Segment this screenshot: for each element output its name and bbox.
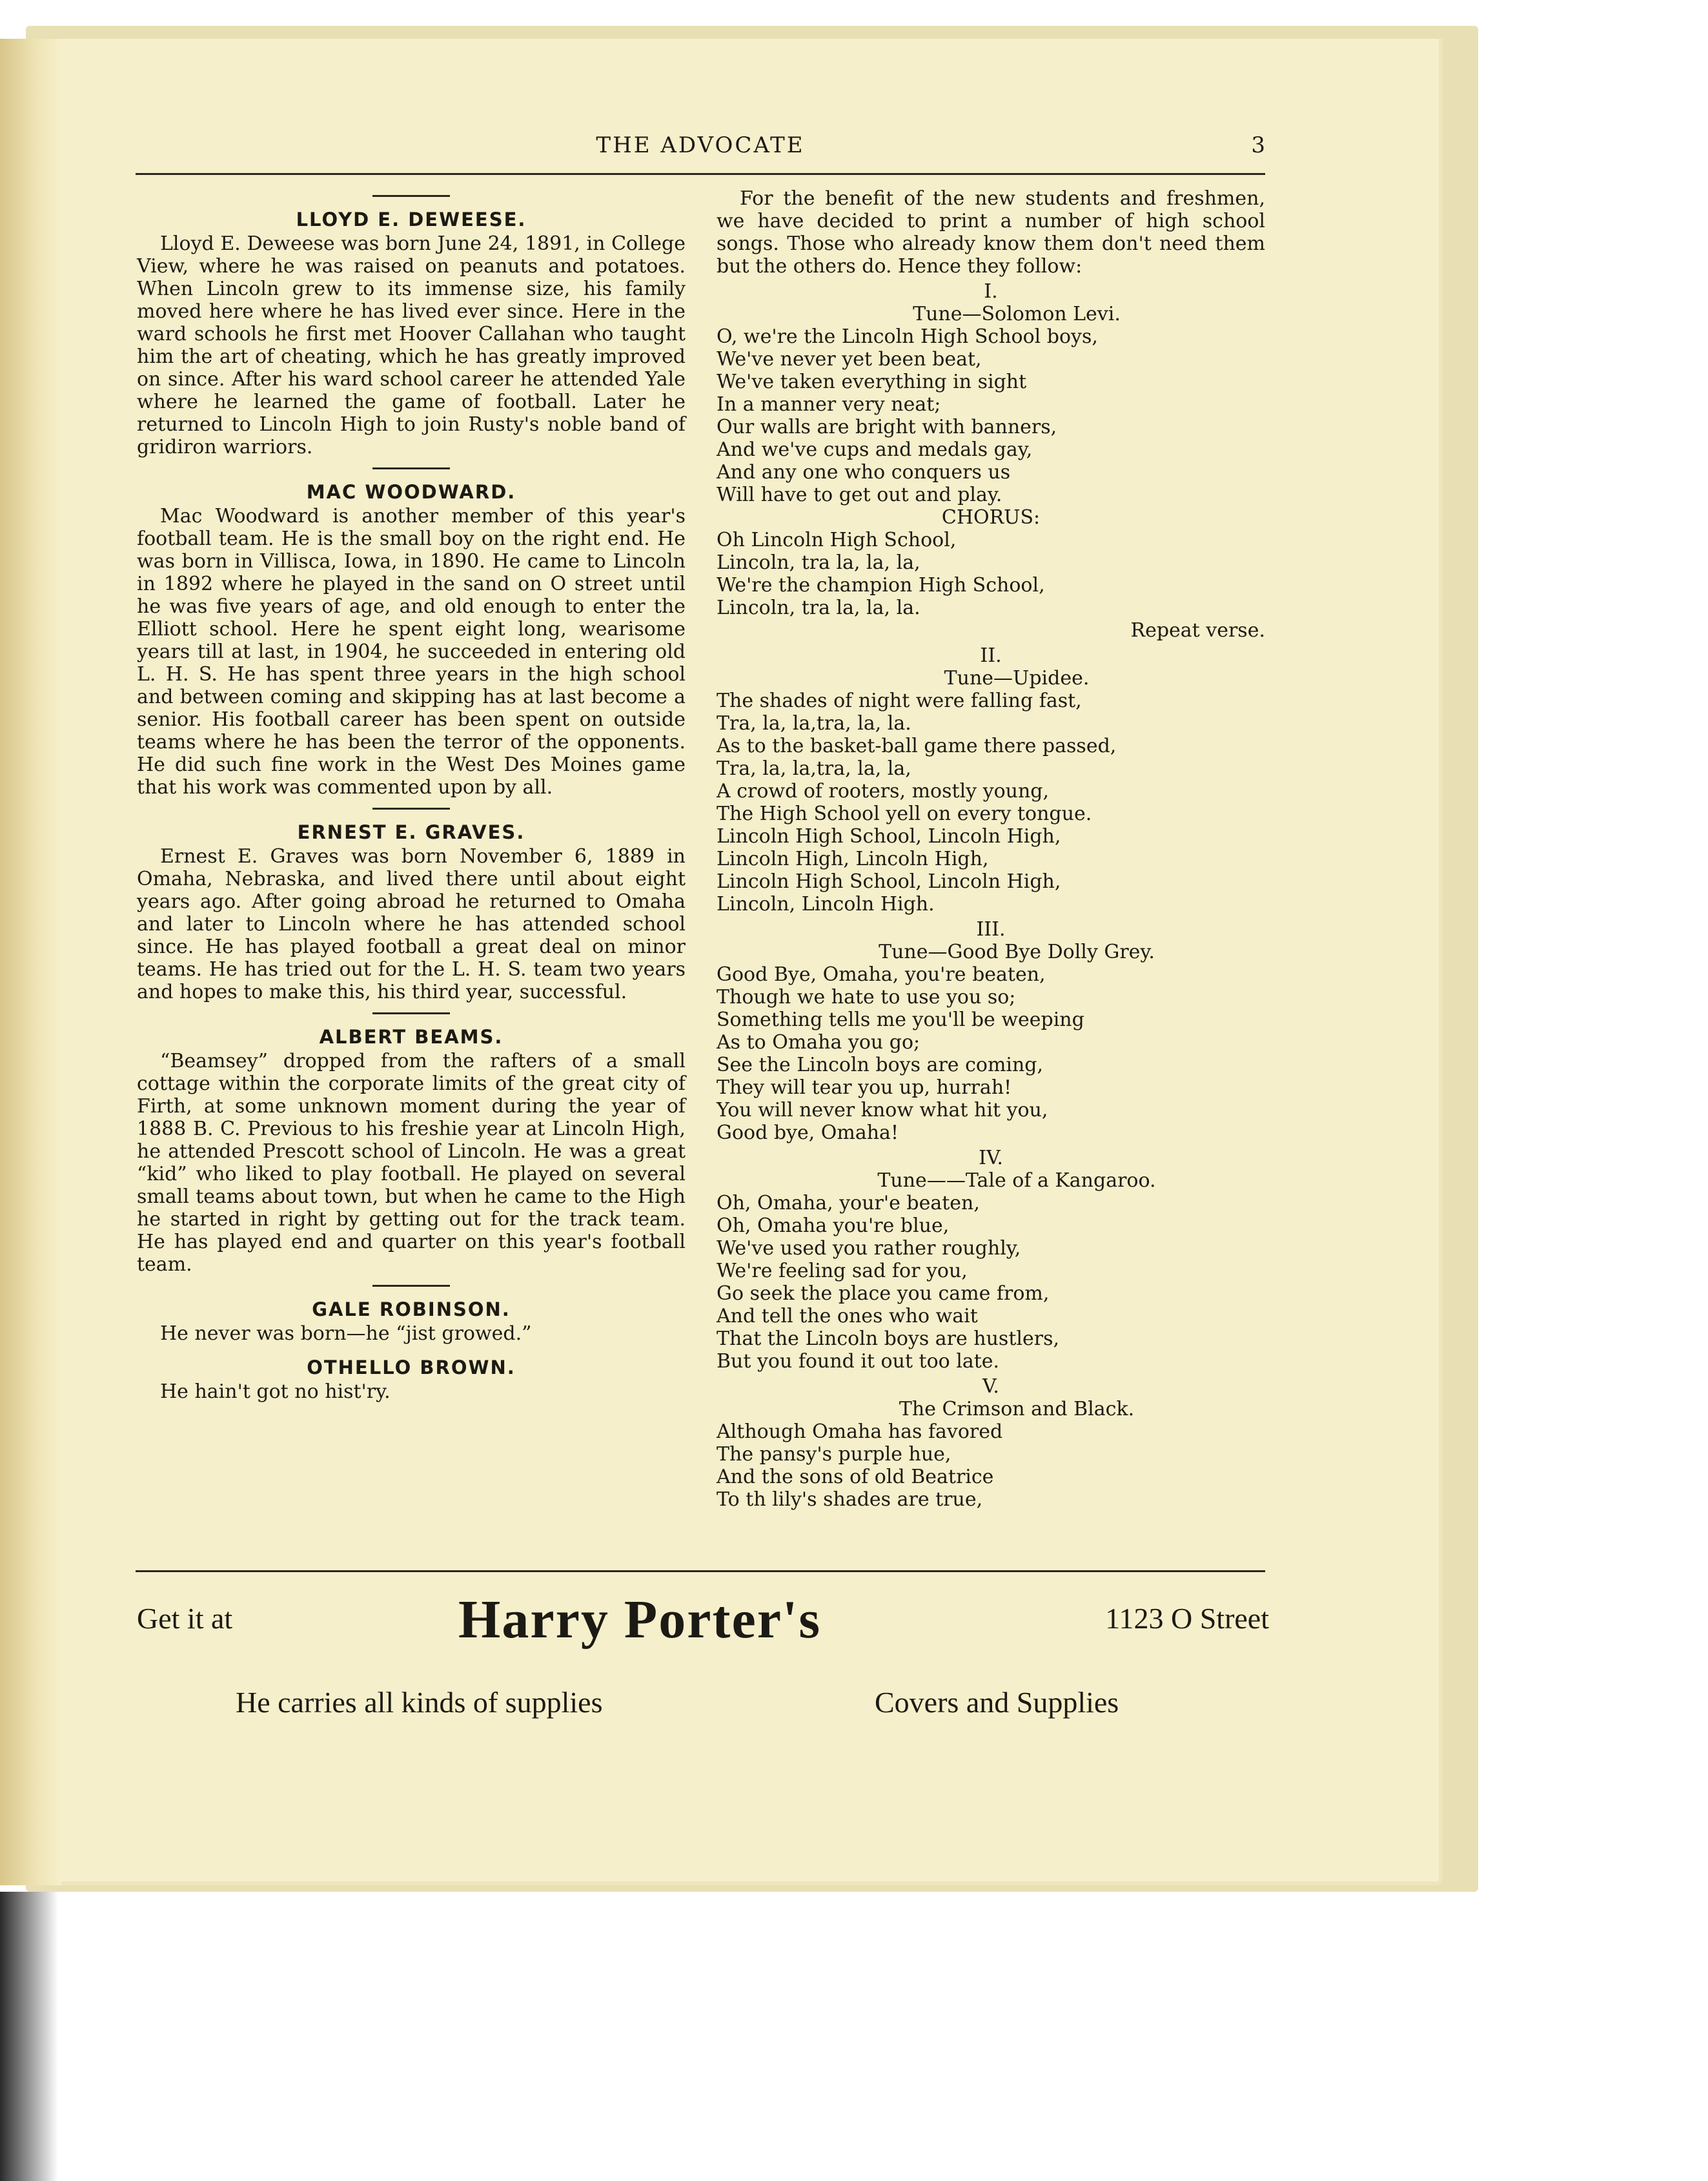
bio-text: Ernest E. Graves was born November 6, 1889 in Omaha, Nebraska, and lived there until about eight years ago. After going abroad he returned to Omaha and later to Lincoln where he has attended school since. He has played football a great deal on minor teams. He has tried out for the L. H. S. team two years and hopes to make this, his third year, successful. — [137, 845, 686, 1003]
song-line: And tell the ones who wait — [717, 1305, 978, 1327]
song-line: The shades of night were falling fast, — [717, 690, 1082, 712]
song-1 — [717, 280, 1265, 642]
song-line: That the Lincoln boys are hustlers, — [717, 1327, 1060, 1350]
running-head — [136, 132, 1265, 171]
bio-heading: MAC WOODWARD. — [306, 481, 516, 503]
song-line: Tra, la, la,tra, la, la, — [717, 757, 911, 780]
section-rule — [372, 808, 450, 810]
song-tune: Tune—Solomon Levi. — [913, 303, 1121, 325]
song-line: Lincoln, Lincoln High. — [717, 893, 935, 916]
bio-ernest-graves — [137, 808, 686, 1003]
song-line: To th lily's shades are true, — [717, 1488, 983, 1511]
song-tune: Tune—Good Bye Dolly Grey. — [879, 941, 1155, 963]
song-4 — [717, 1147, 1265, 1373]
chorus-line: Lincoln, tra la, la, la, — [717, 551, 920, 574]
song-line: Our walls are bright with banners, — [717, 416, 1057, 438]
song-number: I. — [984, 280, 998, 303]
bio-heading: GALE ROBINSON. — [312, 1298, 511, 1320]
advertisement — [136, 1588, 1272, 1730]
songs-intro: For the benefit of the new students and freshmen, we have decided to print a number of high school songs. Those who already know them don't need them but the others do. Hence they follow: — [717, 187, 1265, 278]
repeat-verse: Repeat verse. — [1130, 619, 1265, 642]
song-line: Lincoln High School, Lincoln High, — [717, 870, 1061, 893]
song-line: We've used you rather roughly, — [717, 1237, 1021, 1260]
song-line: But you found it out too late. — [717, 1350, 1000, 1373]
song-line: We're feeling sad for you, — [717, 1260, 968, 1282]
bio-heading: ERNEST E. GRAVES. — [297, 821, 525, 843]
song-line: The High School yell on every tongue. — [717, 803, 1092, 825]
song-number: V. — [982, 1375, 999, 1398]
chorus-line: Oh Lincoln High School, — [717, 529, 957, 551]
song-3 — [717, 918, 1265, 1144]
left-column — [137, 187, 686, 1412]
section-rule — [372, 195, 450, 197]
song-line: Will have to get out and play. — [717, 484, 1002, 506]
bio-gale-robinson — [137, 1285, 686, 1345]
right-column — [717, 187, 1265, 1511]
bio-heading: ALBERT BEAMS. — [319, 1026, 503, 1048]
ad-tagline: Get it at — [137, 1602, 233, 1635]
bio-text: He hain't got no hist'ry. — [160, 1380, 391, 1403]
song-line: Something tells me you'll be weeping — [717, 1009, 1084, 1031]
song-line: Oh, Omaha you're blue, — [717, 1214, 950, 1237]
song-line: The pansy's purple hue, — [717, 1443, 951, 1466]
song-tune: The Crimson and Black. — [899, 1398, 1135, 1420]
song-tune: Tune——Tale of a Kangaroo. — [877, 1169, 1156, 1192]
song-number: IV. — [979, 1147, 1003, 1169]
song-tune: Tune—Upidee. — [944, 667, 1090, 690]
binding-shadow — [0, 1892, 58, 2181]
ad-subline-left: He carries all kinds of supplies — [236, 1686, 603, 1719]
song-line: See the Lincoln boys are coming, — [717, 1054, 1044, 1076]
song-line: Good bye, Omaha! — [717, 1121, 899, 1144]
bio-text: Lloyd E. Deweese was born June 24, 1891, in College View, where he was raised on peanuts and potatoes. When Lincoln grew to its immense size, his family moved here where he has lived ever since. Here in the ward schools he first met Hoover Callahan who taught him the art of cheating, which he has greatly improved on since. After his ward school career he attended Yale where he learned the game of football. Later he returned to Lincoln High to join Rusty's noble band of gridiron warriors. — [137, 232, 686, 458]
song-line: As to the basket-ball game there passed, — [717, 735, 1117, 757]
bio-heading: OTHELLO BROWN. — [307, 1357, 516, 1378]
section-rule — [372, 1285, 450, 1287]
song-line: And any one who conquers us — [717, 461, 1011, 484]
song-line: Although Omaha has favored — [717, 1420, 1003, 1443]
song-line: Though we hate to use you so; — [717, 986, 1016, 1009]
song-line: Lincoln High, Lincoln High, — [717, 848, 989, 870]
section-rule — [372, 467, 450, 469]
song-line: Good Bye, Omaha, you're beaten, — [717, 963, 1046, 986]
bio-text: “Beamsey” dropped from the rafters of a small cottage within the corporate limits of the great city of Firth, at some unknown moment during the year of 1888 B. C. Previous to his freshie year at Lincoln High, he attended Prescott school of Lincoln. He was a great “kid” who liked to play football. He played on several small teams about town, but when he came to the High he started in right by getting out for the track team. He has played end and quarter on this year's football team. — [137, 1050, 686, 1276]
song-line: We've never yet been beat, — [717, 348, 982, 371]
song-line: And the sons of old Beatrice — [717, 1466, 994, 1488]
bio-albert-beams — [137, 1012, 686, 1276]
song-number: III. — [976, 918, 1006, 941]
running-title: THE ADVOCATE — [596, 132, 805, 158]
song-line: Oh, Omaha, your'e beaten, — [717, 1192, 980, 1214]
bio-text: Mac Woodward is another member of this year's football team. He is the small boy on the right end. He was born in Villisca, Iowa, in 1890. He came to Lincoln in 1892 where he played in the sand on O street until he was five years of age, and old enough to enter the Elliott school. Here he spent eight long, wearisome years till at last, in 1904, he succeeded in entering old L. H. S. He has spent three years in the high school and between coming and skipping has at last become a senior. His football career has been spent on outside teams where he has been the terror of the opponents. He did such fine work in the West Des Moines game that his work was commented upon by all. — [137, 505, 686, 799]
bio-mac-woodward — [137, 467, 686, 799]
ad-subline-right: Covers and Supplies — [875, 1686, 1119, 1719]
song-line: O, we're the Lincoln High School boys, — [717, 325, 1098, 348]
song-number: II. — [980, 644, 1002, 667]
song-line: We've taken everything in sight — [717, 371, 1027, 393]
ad-address: 1123 O Street — [1105, 1602, 1269, 1635]
bio-text: He never was born—he “jist growed.” — [160, 1322, 532, 1345]
song-line: A crowd of rooters, mostly young, — [717, 780, 1050, 803]
footer-rule — [136, 1570, 1265, 1572]
song-line: Lincoln High School, Lincoln High, — [717, 825, 1061, 848]
chorus-label: CHORUS: — [941, 506, 1041, 529]
chorus-line: Lincoln, tra la, la, la. — [717, 597, 920, 619]
song-2 — [717, 644, 1265, 916]
binding-fold — [0, 39, 61, 1885]
bio-heading: LLOYD E. DEWEESE. — [296, 209, 527, 230]
song-line: And we've cups and medals gay, — [717, 438, 1033, 461]
song-line: They will tear you up, hurrah! — [717, 1076, 1012, 1099]
section-rule — [372, 1012, 450, 1014]
chorus-line: We're the champion High School, — [717, 574, 1045, 597]
page-number: 3 — [1251, 132, 1265, 158]
bio-othello-brown — [137, 1357, 686, 1403]
song-5 — [717, 1375, 1265, 1511]
song-line: Go seek the place you came from, — [717, 1282, 1050, 1305]
bio-lloyd-deweese — [137, 195, 686, 458]
header-rule — [136, 173, 1265, 175]
song-line: As to Omaha you go; — [717, 1031, 920, 1054]
ad-business-name: Harry Porter's — [458, 1590, 822, 1650]
song-line: Tra, la, la,tra, la, la. — [717, 712, 911, 735]
song-line: In a manner very neat; — [717, 393, 941, 416]
song-line: You will never know what hit you, — [717, 1099, 1048, 1121]
